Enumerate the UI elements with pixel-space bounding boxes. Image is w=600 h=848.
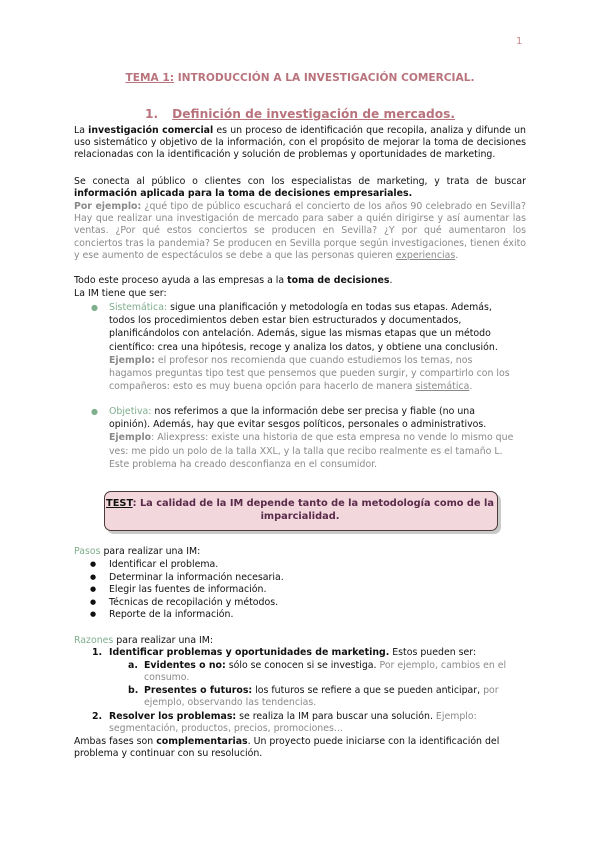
text: imparcialidad. [260,511,340,522]
paragraph-final [74,736,526,760]
text: los futuros se refiere a que se pueden anticipar, [252,685,481,696]
text: Se conecta al público o clientes con los especialistas de marketing, y trata de buscar [74,176,526,187]
paragraph-example [74,201,526,262]
text: ves: me pido un polo de la talla XXL, y la talla que recibo realmente es el tamaño L. [109,445,503,457]
bold-text: toma de decisiones [287,275,390,286]
text: problema y continuar con su resolución. [74,748,263,760]
text: : Aliexpress: existe una historia de que esta empresa no vende lo mismo que [151,432,514,444]
razones-label: Razones [74,635,114,646]
text: hagamos preguntas tipo test que pensemos que pueden surgir, y compartirlo con los [109,368,510,380]
razon-a-number: a. [128,660,138,671]
pasos-list-item [90,572,510,585]
text: Ambas fases son [74,736,157,747]
text: sólo se conocen si se investiga. [225,660,377,671]
bullet-sistematica [109,301,539,393]
bullet-dot: ● [90,597,97,606]
pasos-item-text: Técnicas de recopilación y métodos. [109,596,279,608]
pasos-list [90,559,510,622]
title-rest: INTRODUCCIÓN A LA INVESTIGACIÓN COMERCIAL. [174,72,475,84]
bullet-dot: ● [90,610,97,619]
bold-text: complementarias [156,736,248,747]
razon-2-number: 2. [92,711,103,722]
bold-text: Identificar problemas y oportunidades de marketing. [109,647,390,658]
text: el profesor nos recomienda que cuando estudiemos los temas, nos [154,354,473,366]
text: ¿qué tipo de público escuchará el concierto de los años 90 celebrado en Sevilla? Hay que realizar una investigación de mercado para saber a quién dirigirse y así aumentar las ventas. ¿Por qué estos conciertos se producen en Sevilla? ¿Y por qué aumentaron los conciertos tras la pandemia? Se producen en Sevilla porque según investigaciones, tienen éxito y ese aumento de espectáculos se debe a que las personas quieren [74,201,527,261]
example-text: segmentación, productos, precios, promociones... [109,723,343,735]
text: . [469,381,473,393]
text: es un proceso de identificación que recopila, analiza y difunde un uso sistemático y objetivo de la información, con el propósito de mejorar la toma de decisiones relacionadas con la identificación y solución de problemas y oportunidades de marketing. [74,125,527,161]
bullet-dot: ● [90,560,97,568]
example-text: consumo. [144,672,190,684]
pasos-item-text: Reporte de la información. [109,609,234,621]
bullet-label: Objetiva: [109,406,152,417]
text: para realizar una IM: [113,635,214,646]
pasos-item-text: Identificar el problema. [109,559,219,570]
pasos-list-item [90,584,510,597]
razon-b-number: b. [128,685,139,696]
example-text: por [480,685,499,696]
pasos-label: Pasos [74,546,101,557]
experiencias-link[interactable]: experiencias [395,249,456,261]
text: Este problema ha creado desconfianza en el consumidor. [109,458,378,470]
bold-term: investigación comercial [88,125,214,136]
bullet-label: Sistemática: [109,302,168,313]
bold-text: información aplicada para la toma de decisiones empresariales. [74,188,413,200]
pasos-list-item [90,597,510,610]
razon-1 [109,647,529,659]
bold-text: Presentes o futuros: [144,685,253,696]
text: sigue una planificación y metodología en todas sus etapas. Además, [167,302,492,313]
example-label: Por ejemplo: [74,201,142,212]
section-title: Definición de investigación de mercados. [172,107,455,121]
bullet-dot: ● [90,585,97,594]
section-heading [0,107,600,121]
razon-2 [109,711,529,735]
page-title [0,72,600,84]
bullet-objetiva [109,405,539,471]
sistematica-link[interactable]: sistemática [415,381,470,393]
bold-text: Evidentes o no: [144,660,226,671]
text: Todo este proceso ayuda a las empresas a la [74,275,288,286]
text: todos los procedimientos deben estar bien estructurados y documentados, [109,315,462,327]
text: compañeros: esto es muy buena opción para hacerlo de manera [109,381,416,393]
text: opinión). Además, hay que evitar sesgos políticos, personales o administrativos. [109,419,487,431]
example-text: Ejemplo: [432,711,477,722]
razon-b [144,685,528,709]
text: científico: crea una hipótesis, recoge y analiza los datos, y obtiene una conclusión. [109,341,498,353]
text: se realiza la IM para buscar una solución. [236,711,433,722]
title-tema: TEMA 1: [125,72,174,84]
text: . [389,275,393,286]
text: nos referimos a que la información debe ser precisa y fiable (no una [151,406,475,417]
page-number: 1 [516,36,523,47]
bullet-dot: ● [91,407,98,416]
text: para realizar una IM: [100,546,201,557]
example-text: ejemplo, observando las tendencias. [144,697,317,709]
paragraph-im-must: La IM tiene que ser: [74,288,167,299]
test-callout-text [104,497,496,523]
text: . Un proyecto puede iniciarse con la identificación del [247,736,500,747]
text: : La calidad de la IM depende tanto de la metodología como de la [132,498,494,509]
pasos-heading [74,546,200,558]
example-label: Ejemplo: [109,354,155,366]
example-text: Por ejemplo, cambios en el [376,660,507,671]
text: La [74,125,89,136]
text: Estos pueden ser: [389,647,477,658]
bullet-dot: ● [90,572,97,581]
paragraph-definition [74,125,526,162]
example-label: Ejemplo [109,432,152,444]
text: . [455,249,459,261]
text: planificándolos con antelación. Además, sigue las mismas etapas que un método [109,328,491,340]
test-label: TEST [106,498,133,509]
razon-a [144,660,528,684]
razones-heading [74,635,213,647]
pasos-item-text: Determinar la información necesaria. [109,571,284,583]
paragraph-connect [74,176,526,200]
pasos-list-item [90,559,510,572]
pasos-item-text: Elegir las fuentes de información. [109,584,267,596]
bold-text: Resolver los problemas: [109,711,237,722]
paragraph-process [74,275,526,287]
razon-1-number: 1. [92,647,103,658]
section-number: 1. [145,107,159,121]
bullet-dot: ● [91,303,98,312]
pasos-list-item [90,609,510,622]
